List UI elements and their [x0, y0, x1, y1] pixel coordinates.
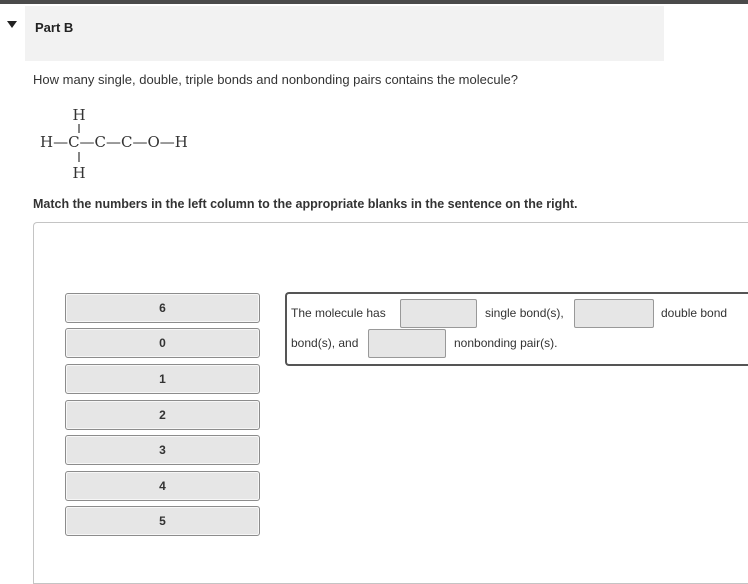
blank-triple-bonds[interactable] — [368, 329, 446, 358]
question-text: How many single, double, triple bonds and nonbonding pairs contains the molecule? — [33, 72, 518, 87]
caret-down-icon[interactable] — [7, 21, 17, 28]
sentence-text: bond(s), and — [291, 336, 359, 350]
molecule-structure — [36, 101, 236, 187]
sentence-container — [285, 292, 748, 366]
blank-single-bonds[interactable] — [400, 299, 477, 328]
answer-chip[interactable]: 1 — [65, 364, 260, 394]
answer-chip[interactable]: 2 — [65, 400, 260, 430]
molecule-main-chain: H—C—C—C—O—H — [40, 133, 188, 151]
answer-chip[interactable]: 0 — [65, 328, 260, 358]
sentence-text: single bond(s), — [485, 306, 564, 320]
answer-chip[interactable]: 5 — [65, 506, 260, 536]
answer-chip[interactable]: 4 — [65, 471, 260, 501]
top-border — [0, 0, 748, 4]
part-title[interactable]: Part B — [35, 20, 74, 35]
sentence-text: double bond — [661, 306, 728, 320]
molecule-top-h: H — [72, 106, 86, 124]
answer-chip[interactable]: 3 — [65, 435, 260, 465]
blank-double-bonds[interactable] — [574, 299, 654, 328]
instructions-text: Match the numbers in the left column to the appropriate blanks in the sentence on the right. — [33, 197, 578, 211]
molecule-bottom-h: H — [72, 164, 86, 182]
sentence-text: nonbonding pair(s). — [454, 336, 558, 350]
part-header[interactable] — [25, 6, 664, 61]
answer-chip[interactable]: 6 — [65, 293, 260, 323]
sentence-text: The molecule has — [291, 306, 386, 320]
